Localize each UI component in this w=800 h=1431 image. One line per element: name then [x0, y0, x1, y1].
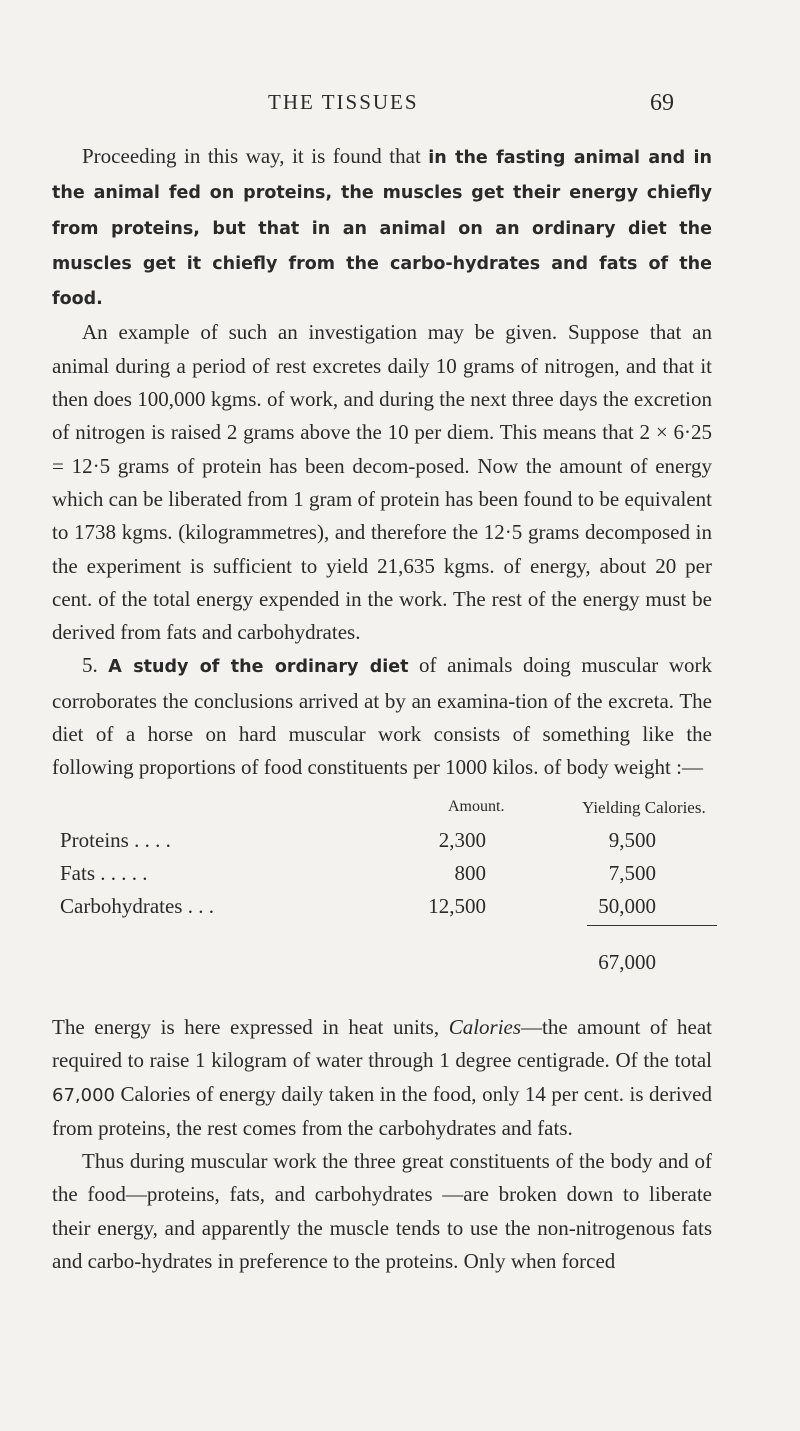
text-run: An example of such an investigation may be given. Suppose that an animal during a period of rest excretes daily 10 grams of nitrogen, and that it then does 100,000 kgms. of work, and during the next three days the excretion of nitrogen is raised 2 grams above the 10 per diem. This means that 2 × 6·25 = 12·5 grams of protein has been decom-posed. Now the amount of energy which can be liberated from 1 gram of protein has been found to be equivalent to 1738 kgms. (kilogrammetres), and therefore the 12·5 grams decomposed in the experiment is sufficient to yield 21,635 kgms. of energy, about 20 per cent. of the total energy expended in the work. The rest of the energy must be derived from fats and carbohydrates. [52, 320, 712, 645]
paragraph-energy-units [52, 1011, 712, 1145]
column-header-amount: Amount. [448, 798, 505, 815]
text-run: —the amount of heat required to raise 1 kilogram of water through 1 degree centigrade. Of the total [52, 1015, 712, 1073]
row-amount: 800 [454, 861, 486, 885]
row-calories: 7,500 [608, 861, 656, 885]
paragraph-fasting-animal [52, 140, 712, 316]
text-run: Thus during muscular work the three great constituents of the body and of the food—proteins, fats, and carbohydrates —are broken down to liberate their energy, and apparently the muscle tends to use the non-nitrogenous fats and carbo-hydrates in preference to the proteins. Only when forced [52, 1149, 712, 1274]
row-label: Carbohydrates . . . [60, 894, 214, 918]
table-row-carbohydrates [52, 894, 732, 924]
page-number: 69 [650, 90, 674, 116]
body-text-top [52, 140, 712, 785]
body-text-bottom [52, 1011, 712, 1278]
diet-table [52, 798, 732, 1008]
row-calories: 50,000 [598, 894, 656, 918]
total-calories: 67,000 [598, 950, 656, 974]
paragraph-example-investigation [52, 316, 712, 649]
row-amount: 12,500 [428, 894, 486, 918]
text-run: Calories of energy daily taken in the food, only 14 per cent. is derived from proteins, the rest comes from the carbohydrates and fats. [52, 1081, 712, 1140]
row-calories: 9,500 [608, 828, 656, 852]
running-head [0, 90, 800, 120]
text-run: Proceeding in this way, it is found that [82, 144, 429, 168]
text-run: The energy is here expressed in heat units, [52, 1015, 449, 1039]
section-heading-bold: A study of the ordinary diet [108, 657, 409, 678]
row-label: Fats . . . . . [60, 861, 148, 885]
running-title: THE TISSUES [268, 90, 419, 114]
paragraph-muscular-work [52, 1145, 712, 1278]
bold-text-run: in the fasting animal and in the animal fed on proteins, the muscles get their energy chiefly from proteins, but that in an animal on an ordinary diet the muscles get it chiefly from the carbo-hydrates and fats of the food. [52, 148, 712, 310]
section-number: 5. [82, 653, 109, 678]
row-label: Proteins . . . . [60, 828, 171, 852]
italic-term-calories: Calories [448, 1015, 522, 1039]
total-rule [587, 925, 717, 926]
text-run: of animals doing muscular work corroborates the conclusions arrived at by an examina-tion of the excreta. The diet of a horse on hard muscular work consists of something like the following proportions of food constituents per 1000 kilos. of body weight :— [52, 653, 713, 780]
column-header-calories: Yielding Calories. [582, 798, 706, 817]
paragraph-ordinary-diet [52, 649, 712, 784]
table-row-fats [52, 861, 732, 891]
table-row-proteins [52, 828, 732, 858]
total-calories-inline: 67,000 [52, 1084, 115, 1106]
row-amount: 2,300 [438, 828, 486, 852]
